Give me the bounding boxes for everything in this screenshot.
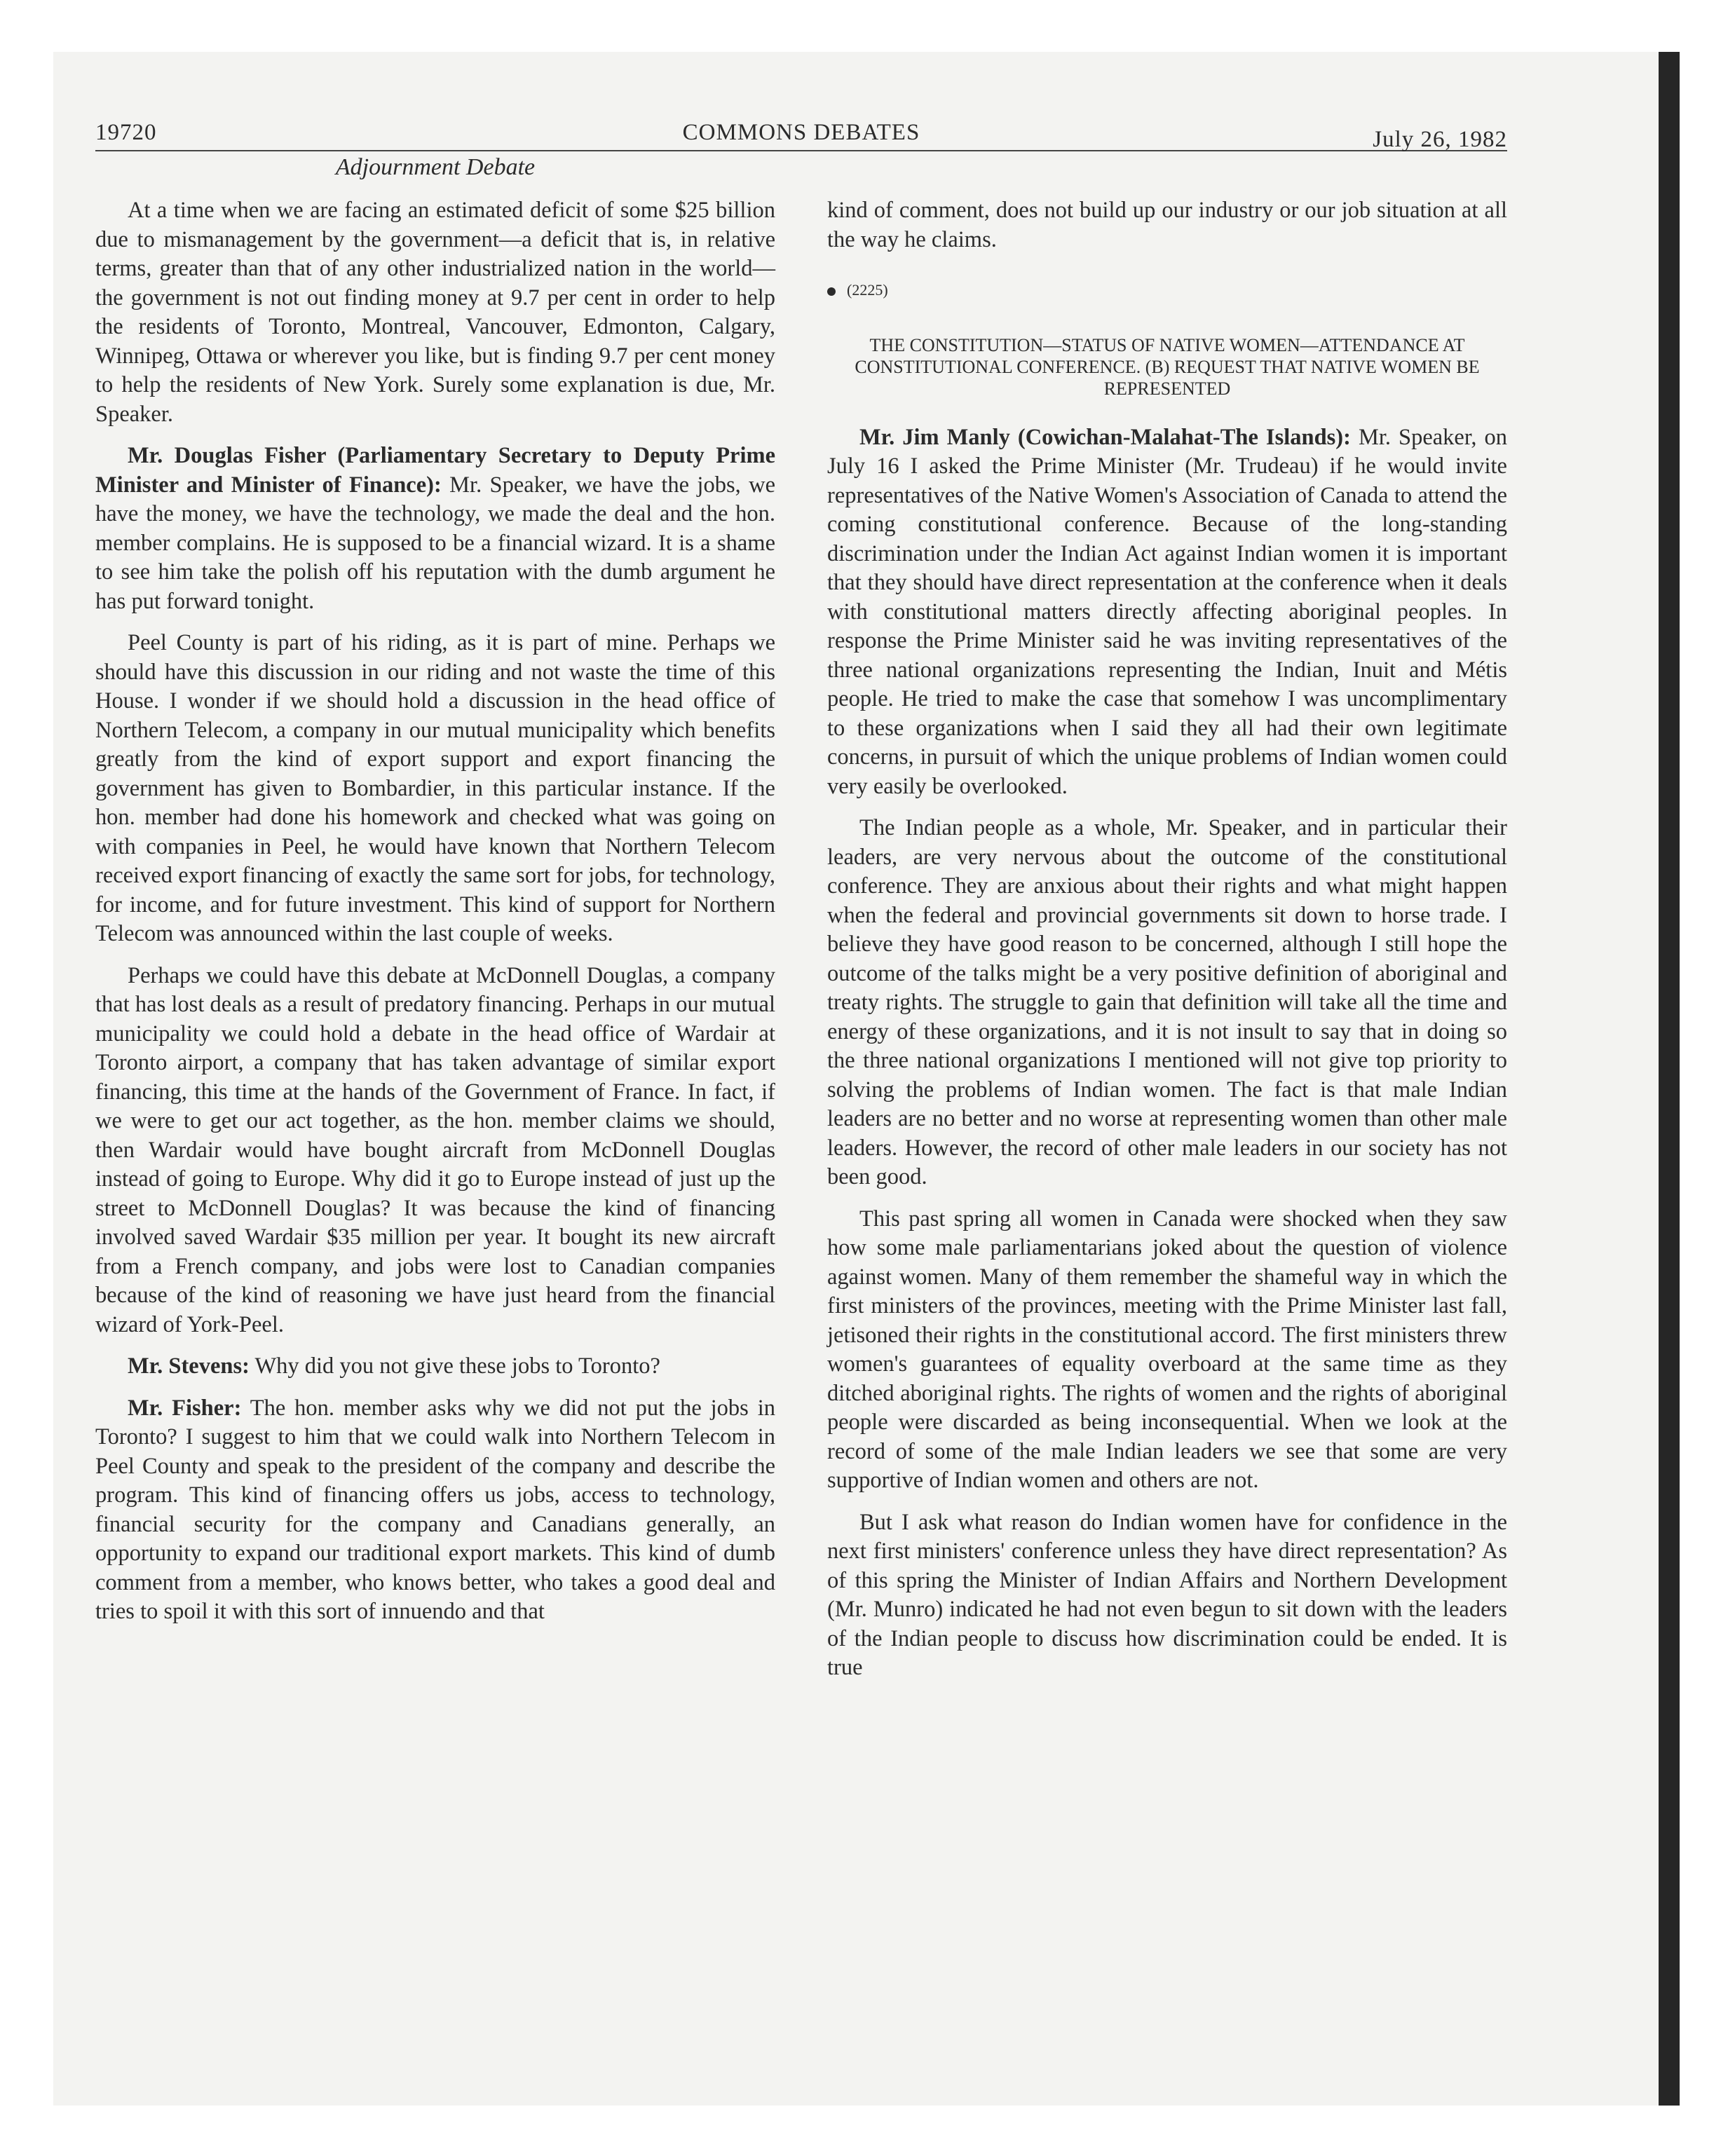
speech-paragraph: [95, 442, 775, 616]
speech-text: Why did you not give these jobs to Toronto?: [249, 1353, 660, 1379]
speech-text: Mr. Speaker, on July 16 I asked the Prime Minister (Mr. Trudeau) if he would invite representatives of the Native Women's Association of Canada to attend the coming constitutional conference. Because of the long-standing discrimination under the Indian Act against Indian women it is important that they should have direct representation at the conference when it deals with constitutional matters directly affecting aboriginal peoples. In response the Prime Minister said he was inviting representatives of the three national organizations representing the Indian, Inuit and Métis people. He tried to make the case that somehow I was uncomplimentary to these organizations when I said they all had their own legitimate concerns, in pursuit of which the unique problems of Indian women could very easily be overlooked.: [827, 424, 1507, 799]
publication-title: COMMONS DEBATES: [682, 120, 920, 145]
paragraph: kind of comment, does not build up our industry or our job situation at all the way he claims.: [827, 198, 1507, 252]
paragraph: This past spring all women in Canada were shocked when they saw how some male parliamentarians joked about the question of violence against women. Many of them remember the shameful way in which the first ministers of the provinces, meeting with the Prime Minister last fall, jetisoned their rights in the constitutional accord. The first ministers threw women's guarantees of equality overboard at the same time as they ditched aboriginal rights. The rights of women and the rights of aboriginal people were discarded as being inconsequential. When we look at the record of some of the male Indian leaders we see that some are very supportive of Indian women and others are not.: [827, 1206, 1507, 1493]
bullet-icon: [827, 287, 836, 296]
speech-paragraph: [95, 1352, 775, 1381]
paragraph: But I ask what reason do Indian women have for confidence in the next first ministers' conference unless they have direct representation? As of this spring the Minister of Indian Affairs and Northern Development (Mr. Munro) indicated he had not even begun to sit down with the leaders of the Indian people to discuss how discrimination could be ended. It is true: [827, 1509, 1507, 1680]
speech-text: The hon. member asks why we did not put the jobs in Toronto? I suggest to him that we could walk into Northern Telecom in Peel County and speak to the president of the company and describe the program. This kind of financing offers us jobs, access to technology, financial security for the company and Canadians generally, an opportunity to expand our traditional export markets. This kind of dumb comment from a member, who knows better, who takes a good deal and tries to spoil it with this sort of innuendo and that: [95, 1395, 775, 1624]
speaker-name: Mr. Fisher:: [128, 1395, 242, 1421]
scan-edge-bar: [1659, 52, 1680, 2106]
page-header: [95, 116, 1507, 151]
speaker-name: Mr. Stevens:: [128, 1353, 250, 1379]
speech-paragraph: [95, 1394, 775, 1627]
page-number: 19720: [95, 120, 157, 145]
paragraph: The Indian people as a whole, Mr. Speaker, and in particular their leaders, are very nervous about the outcome of the constitutional conference. They are anxious about their rights and what might happen when the federal and provincial governments sit down to horse trade. I believe they have good reason to be concerned, although I still hope the outcome of the talks might be a very positive definition of aboriginal and treaty rights. The struggle to gain that definition will take all the time and energy of these organizations, and it is not insult to say that in doing so the three national organizations I mentioned will not give top priority to solving the problems of Indian women. The fact is that male Indian leaders are no better and no worse at representing women than other male leaders. However, the record of other male leaders in our society has not been good.: [827, 815, 1507, 1189]
speech-text: Mr. Speaker, we have the jobs, we have the money, we have the technology, we made the deal and the hon. member complains. He is supposed to be a financial wizard. It is a shame to see him take the polish off his reputation with the dumb argument he has put forward tonight.: [95, 472, 775, 614]
left-column: [95, 196, 775, 1639]
paragraph: At a time when we are facing an estimated deficit of some $25 billion due to mismanagement by the government—a deficit that is, in relative terms, greater than that of any other industrialized nation in the world—the government is not out finding money at 9.7 per cent in order to help the residents of Toronto, Montreal, Vancouver, Edmonton, Calgary, Winnipeg, Ottawa or wherever you like, but is finding 9.7 per cent money to help the residents of New York. Surely some explanation is due, Mr. Speaker.: [95, 198, 775, 427]
paragraph: Perhaps we could have this debate at McDonnell Douglas, a company that has lost deals as a result of predatory financing. Perhaps in our mutual municipality we could hold a debate in the head office of Wardair at Toronto airport, a company that has taken advantage of similar export financing, this time at the hands of the Government of France. In fact, if we were to get our act together, as the hon. member claims we should, then Wardair would have bought aircraft from McDonnell Douglas instead of going to Europe. Why did it go to Europe instead of just up the street to McDonnell Douglas? It was because the kind of financing involved saved Wardair $35 million per year. It bought its new aircraft from a French company, and jobs were lost to Canadian companies because of the kind of reasoning we have just heard from the financial wizard of York-Peel.: [95, 962, 775, 1337]
sitting-date: July 26, 1982: [1373, 127, 1507, 152]
speech-paragraph: [827, 423, 1507, 802]
time-marker-text: (2225): [847, 281, 888, 299]
running-head: Adjournment Debate: [335, 154, 536, 180]
speaker-name: Mr. Jim Manly (Cowichan-Malahat-The Islands):: [859, 424, 1351, 450]
speaker-name: Mr. Douglas Fisher (Parliamentary Secretary to Deputy Prime Minister and Minister of Finance):: [95, 443, 775, 498]
paragraph: Peel County is part of his riding, as it is part of mine. Perhaps we should have this discussion in our riding and not waste the time of this House. I wonder if we should hold a discussion in the head office of Northern Telecom, a company in our mutual municipality which benefits greatly from the kind of export support and export financing the government has given to Bombardier, in this particular instance. If the hon. member had done his homework and checked what was going on with companies in Peel, he would have known that Northern Telecom received export financing of exactly the same sort for jobs, for technology, for income, and for future investment. This kind of support for Northern Telecom was announced within the last couple of weeks.: [95, 630, 775, 946]
right-column: [827, 196, 1507, 1696]
section-heading: THE CONSTITUTION—STATUS OF NATIVE WOMEN—ATTENDANCE AT CONSTITUTIONAL CONFERENCE. (B) REQUEST THAT NATIVE WOMEN BE REPRESENTED: [855, 334, 1480, 399]
time-marker: [827, 275, 1507, 305]
